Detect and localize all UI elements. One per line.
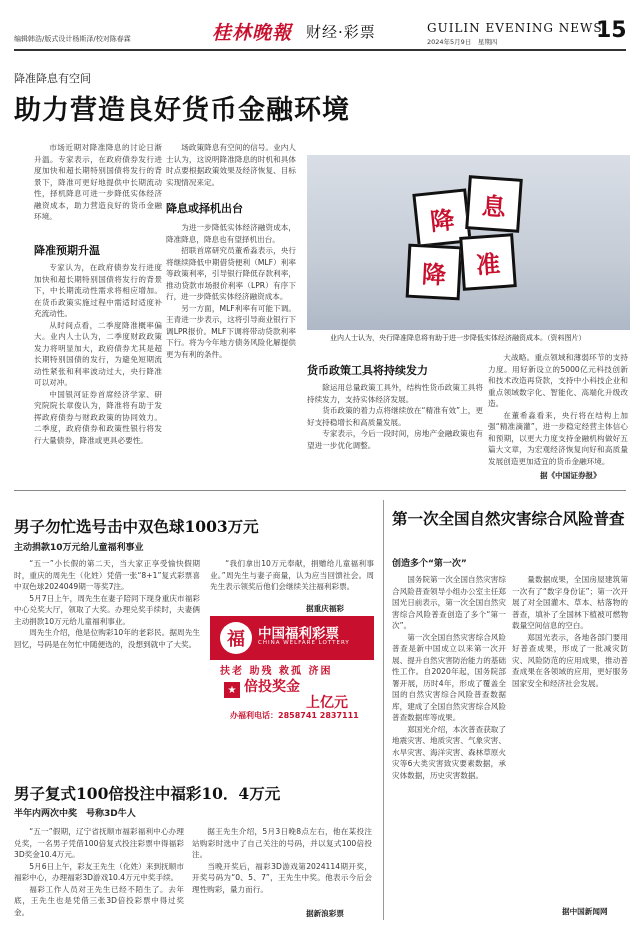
ad-banner [210, 616, 374, 660]
lottery1-headline: 男子勿忙选号击中双色球1003万元 [14, 517, 259, 536]
lead-credit: 据《中国证券报》 [540, 471, 601, 480]
paragraph: 除运用总量政策工具外，结构性货币政策工具将持续发力，支持实体经济发展。 [307, 383, 483, 404]
paragraph: 场政策降息有空间的信号。业内人士认为，这说明降准降息的时机和具体时点要根据政策效果及经济恢复、目标实现情况来定。 [166, 143, 296, 187]
paragraph: 另一方面，MLF利率有可能下调。王青进一步表示，这将引导商业银行下调LPR报价。MLF下调将带动贷款利率下行。将为今年地方债务风险化解提供更为有利的条件。 [166, 303, 296, 359]
ad-phone: 办福利电话：2858741 2837111 [230, 711, 359, 720]
lead-col3-body [307, 382, 483, 480]
photo-block: 准 [459, 233, 517, 291]
paragraph: 专家认为，在政府债券发行进度加快和超长期特别国债将发行的背景下，中长期流动性需求将相应增加。在货币政策实施过程中需适时适度补充流动性。 [34, 263, 162, 318]
masthead-rule [14, 49, 626, 51]
paragraph: 第一次全国自然灾害综合风险普查是新中国成立以来第一次开展、提升自然灾害防治能力的基础性工作。自2020年起，国务院部署开展，历时4年，形成了覆盖全国的自然灾害综合风险普查数据库，建成了全国自然灾害综合风险普查数据库等成果。 [392, 632, 506, 722]
lead-photo [307, 155, 630, 330]
welfare-lottery-ad [210, 616, 374, 723]
column-divider [383, 500, 384, 920]
census-headline: 第一次全国自然灾害综合风险普查 [392, 509, 625, 528]
lottery2-credit: 据新浪彩票 [306, 909, 344, 918]
lead-col2-body [166, 222, 296, 480]
photo-block: 降 [406, 244, 463, 301]
paragraph: 中国银河证券首席经济学家、研究院院长章俊认为，降准将有助于发挥政府债券与财政政策的协同效力。二季度，政府债券和政策性银行将发行大量债券，降准或更具必要性。 [34, 389, 162, 445]
editor-credit: 编辑韩浩/版式设计杨斯泽/校对陈春霖 [14, 35, 131, 43]
paragraph: 大战略。重点领域和薄弱环节的支持力度。用好新设立的5000亿元科技创新和技术改造再贷款，支持中小科技企业和重点领域数字化、智能化、高端化升级改造。 [488, 353, 628, 408]
issue-date: 2024年5月9日 星期四 [427, 38, 498, 46]
paragraph: 在董希淼看来，央行将在结构上加强“精准滴灌”，进一步稳定经营主体信心和预期，以更大力度支持金融机构做好五篇大文章，为宏观经济恢复向好和高质量发展创造更加适宜的货币金融环境。 [488, 410, 628, 466]
paragraph: 招联首席研究员董希淼表示，央行将继续降低中期借贷便利（MLF）利率等政策利率，引导银行降低存款利率，推动贷款市场报价利率（LPR）有序下行，进一步降低实体经济融资成本。 [166, 246, 296, 301]
lottery1-body [14, 558, 200, 788]
census-credit: 据中国新闻网 [562, 907, 608, 916]
lottery2-subtitle: 半年内两次中奖 号称3D牛人 [14, 809, 136, 819]
ad-bonus-text: 倍投奖金 [244, 679, 300, 695]
paragraph: 量数据成果，全国房屋建筑第一次有了“数字身份证”；第一次开展了对全国灌木、草本、枯落物的普查，填补了全国林下植被可燃物载量空间信息的空白。 [512, 575, 628, 630]
page-number: 15 [596, 18, 627, 43]
ad-title: 中国福利彩票 [258, 626, 339, 642]
ad-slogan: 扶老 助残 救孤 济困 [220, 666, 333, 677]
paragraph: 福彩工作人员对王先生已经不陌生了。去年底，王先生也是凭借三张3D倍投彩票中得过奖金。 [14, 884, 184, 917]
paragraph: 据王先生介绍，5月3日晚8点左右，他在某投注站购彩时选中了自己关注的号码，并以复式100倍投注。 [192, 827, 372, 859]
lottery2-col1 [14, 826, 184, 922]
paragraph: 国务院第一次全国自然灾害综合风险普查领导小组办公室主任郑国光日前表示，第一次全国自然灾害综合风险普查创造了多个“第一次”。 [392, 575, 506, 630]
star-icon: ★ [224, 682, 240, 698]
photo-block: 息 [465, 175, 523, 233]
ad-title-en: CHINA WELFARE LOTTERY [258, 640, 350, 646]
lead-col4-body [488, 352, 628, 470]
lead-col1-body [34, 262, 162, 480]
paper-name-en: GUILIN EVENING NEWS [427, 21, 603, 35]
lead-subhead-2: 降息或择机出台 [166, 202, 243, 215]
paragraph: 从时间点看，二季度降准概率偏大。业内人士认为，二季度财政政策发力将明显加大，政府债券尤其是超长期特别国债的发行，为避免短期流动性紧张和利率波动过大，央行降准可以对冲。 [34, 320, 162, 387]
lottery1-body-2 [210, 558, 374, 604]
paragraph: 郑国光表示，各地各部门要用好普查成果，形成了一批减灾防灾、风险防范的应用成果，推动普查成果在各领域的应用，更好服务国家安全和经济社会发展。 [512, 632, 628, 688]
paragraph: 郑国光介绍，本次普查获取了地震灾害、地质灾害、气象灾害、水旱灾害、海洋灾害、森林草原火灾等6大类灾害致灾要素数据，承灾体数据，历史灾害数据。 [392, 724, 506, 780]
census-subtitle: 创造多个“第一次” [392, 559, 467, 569]
paragraph: 专家表示，今后一段时间，房地产金融政策也有望进一步优化调整。 [307, 429, 483, 450]
paragraph: 市场近期对降准降息的讨论日渐升温。专家表示，在政府债券发行进度加快和超长期特别国债将发行的背景下，降准可更好地提供中长期流动性，择机降息可进一步降低实体经济融资成本，助力营造良好的货币金融环境。 [34, 143, 162, 221]
paragraph: “五一”小长假的第二天，当大家正享受愉快假期时，重庆的周先生（化姓）凭借一张“8+1”复式彩票喜中双色球2024049期一等奖7注。 [14, 559, 200, 591]
lead-subhead-3: 货币政策工具将持续发力 [307, 364, 428, 377]
paragraph: 货币政策的着力点将继续放在“精准有效”上，更好支持稳增长和高质量发展。 [307, 406, 483, 427]
lottery1-subtitle: 主动捐款10万元给儿童福利事业 [14, 543, 144, 553]
paragraph: 周先生介绍，他是位购彩10年的老彩民。据周先生回忆，号码是在勿忙中随便选的，没想到就中了大奖。 [14, 628, 200, 649]
paragraph: “我们拿出10万元奉献，捐赠给儿童福利事业。”周先生与妻子商量，认为应当回馈社会。周先生表示领奖后他们会继续关注福利彩票。 [210, 559, 374, 591]
lead-col2-intro [166, 142, 296, 192]
paragraph: 当晚开奖后，福彩3D游戏第2024114期开奖，开奖号码为“0、5、7”，王先生中奖。他表示今后会理性购彩，量力而行。 [192, 861, 372, 894]
lead-kicker: 降准降息有空间 [14, 72, 91, 85]
paragraph: “五一”假期，辽宁省抚顺市福彩福利中心办理兑奖，一名男子凭借100倍复式投注彩票中得福彩3D奖金10.4万元。 [14, 827, 184, 859]
lead-headline: 助力营造良好货币金融环境 [14, 95, 350, 126]
welfare-logo-icon: 福 [220, 622, 252, 654]
section-title: 财经·彩票 [306, 23, 376, 41]
section-divider [14, 490, 626, 491]
photo-caption: 业内人士认为，央行降准降息将有助于进一步降低实体经济融资成本。（资料图片） [330, 334, 586, 342]
paragraph: 为进一步降低实体经济融资成本，降准降息，降息也有望择机出台。 [166, 223, 296, 244]
lead-col1-intro [34, 142, 162, 240]
paragraph: 5月6日上午，彩友王先生（化姓）来到抚顺市福彩中心，办理福彩3D游戏10.4万元中奖手续。 [14, 861, 184, 882]
lottery2-col2 [192, 826, 372, 906]
paragraph: 5月7日上午，周先生在妻子陪同下现身重庆市福彩中心兑奖大厅，领取了大奖。办理兑奖手续时，夫妻俩主动捐款10万元给儿童福利事业。 [14, 593, 200, 626]
photo-block: 降 [412, 188, 471, 247]
lead-subhead-1: 降准预期升温 [34, 244, 100, 257]
census-col2 [512, 574, 628, 900]
ad-amount-text: 上亿元 [306, 695, 348, 711]
lottery2-headline: 男子复式100倍投注中福彩10．4万元 [14, 784, 281, 803]
newspaper-logo: 桂林晚報 [212, 22, 293, 44]
lottery1-credit: 据重庆福彩 [306, 604, 344, 613]
census-col1 [392, 574, 506, 920]
